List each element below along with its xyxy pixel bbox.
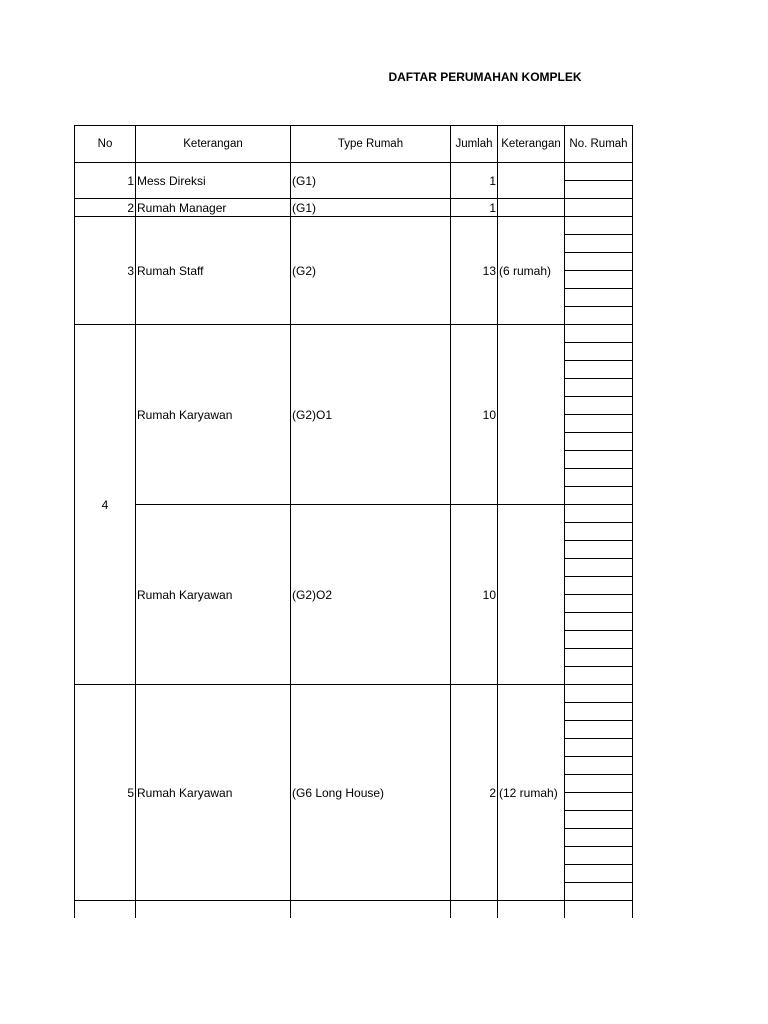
table-row [75, 199, 633, 217]
cell-type-rumah: (G1) [291, 199, 451, 217]
cell-keterangan: Rumah Staff [136, 217, 291, 325]
cell-no-rumah [565, 181, 633, 199]
table-row [75, 217, 633, 235]
cell-type-rumah: (G2) [291, 217, 451, 325]
cell-no-rumah [565, 667, 633, 685]
table-row [75, 163, 633, 181]
empty-cell [451, 901, 498, 919]
empty-cell [136, 901, 291, 919]
empty-cell [498, 901, 565, 919]
cell-no-rumah [565, 757, 633, 775]
cell-no-rumah [565, 559, 633, 577]
header-keterangan-2: Keterangan [498, 126, 565, 163]
cell-jumlah: 1 [451, 199, 498, 217]
cell-keterangan: Rumah Karyawan [136, 685, 291, 901]
cell-no-rumah [565, 793, 633, 811]
cell-no-rumah [565, 433, 633, 451]
header-row [75, 126, 633, 163]
cell-no-rumah [565, 163, 633, 181]
header-no-rumah: No. Rumah [565, 126, 633, 163]
cell-no-rumah [565, 703, 633, 721]
empty-cell [75, 901, 136, 919]
table-row [75, 901, 633, 919]
cell-keterangan-2 [498, 199, 565, 217]
cell-no-rumah [565, 775, 633, 793]
cell-no-rumah [565, 397, 633, 415]
cell-no-rumah [565, 343, 633, 361]
cell-jumlah: 10 [451, 505, 498, 685]
cell-type-rumah: (G2)O1 [291, 325, 451, 505]
cell-jumlah: 2 [451, 685, 498, 901]
header-keterangan: Keterangan [136, 126, 291, 163]
cell-no-rumah [565, 289, 633, 307]
empty-cell [565, 901, 633, 919]
cell-no: 5 [75, 685, 136, 901]
page-title: DAFTAR PERUMAHAN KOMPLEK [388, 70, 582, 84]
cell-keterangan-2 [498, 505, 565, 685]
cell-no-rumah [565, 883, 633, 901]
header-jumlah: Jumlah [451, 126, 498, 163]
cell-no-rumah [565, 217, 633, 235]
cell-no-rumah [565, 325, 633, 343]
cell-no-rumah [565, 541, 633, 559]
cell-keterangan: Mess Direksi [136, 163, 291, 199]
cell-no-rumah [565, 739, 633, 757]
empty-cell [291, 901, 451, 919]
cell-no-rumah [565, 361, 633, 379]
cell-no: 2 [75, 199, 136, 217]
header-no: No [75, 126, 136, 163]
cell-no-rumah [565, 685, 633, 703]
cell-no-rumah [565, 271, 633, 289]
cell-keterangan-2: (6 rumah) [498, 217, 565, 325]
cell-no-rumah [565, 649, 633, 667]
cell-no-rumah [565, 577, 633, 595]
cell-jumlah: 1 [451, 163, 498, 199]
cell-no-rumah [565, 595, 633, 613]
cell-jumlah: 10 [451, 325, 498, 505]
cell-no-rumah [565, 469, 633, 487]
cell-keterangan: Rumah Karyawan [136, 325, 291, 505]
cell-no-rumah [565, 613, 633, 631]
cell-no-rumah [565, 199, 633, 217]
cell-no-rumah [565, 505, 633, 523]
cell-no-rumah [565, 415, 633, 433]
cell-type-rumah: (G6 Long House) [291, 685, 451, 901]
housing-table [74, 125, 633, 918]
cell-no-rumah [565, 379, 633, 397]
cell-no-rumah [565, 865, 633, 883]
table-row [75, 505, 633, 523]
cell-no-rumah [565, 451, 633, 469]
cell-no-rumah [565, 829, 633, 847]
cell-no: 1 [75, 163, 136, 199]
cell-type-rumah: (G2)O2 [291, 505, 451, 685]
cell-no: 4 [75, 325, 136, 685]
cell-no-rumah [565, 811, 633, 829]
cell-keterangan-2 [498, 163, 565, 199]
header-type-rumah: Type Rumah [291, 126, 451, 163]
cell-no-rumah [565, 631, 633, 649]
table-row [75, 325, 633, 343]
cell-no-rumah [565, 235, 633, 253]
cell-no-rumah [565, 523, 633, 541]
cell-keterangan-2 [498, 325, 565, 505]
cell-keterangan: Rumah Manager [136, 199, 291, 217]
cell-no-rumah [565, 307, 633, 325]
cell-no-rumah [565, 253, 633, 271]
cell-keterangan-2: (12 rumah) [498, 685, 565, 901]
cell-jumlah: 13 [451, 217, 498, 325]
table-row [75, 685, 633, 703]
cell-keterangan: Rumah Karyawan [136, 505, 291, 685]
cell-no: 3 [75, 217, 136, 325]
cell-type-rumah: (G1) [291, 163, 451, 199]
cell-no-rumah [565, 721, 633, 739]
cell-no-rumah [565, 487, 633, 505]
cell-no-rumah [565, 847, 633, 865]
